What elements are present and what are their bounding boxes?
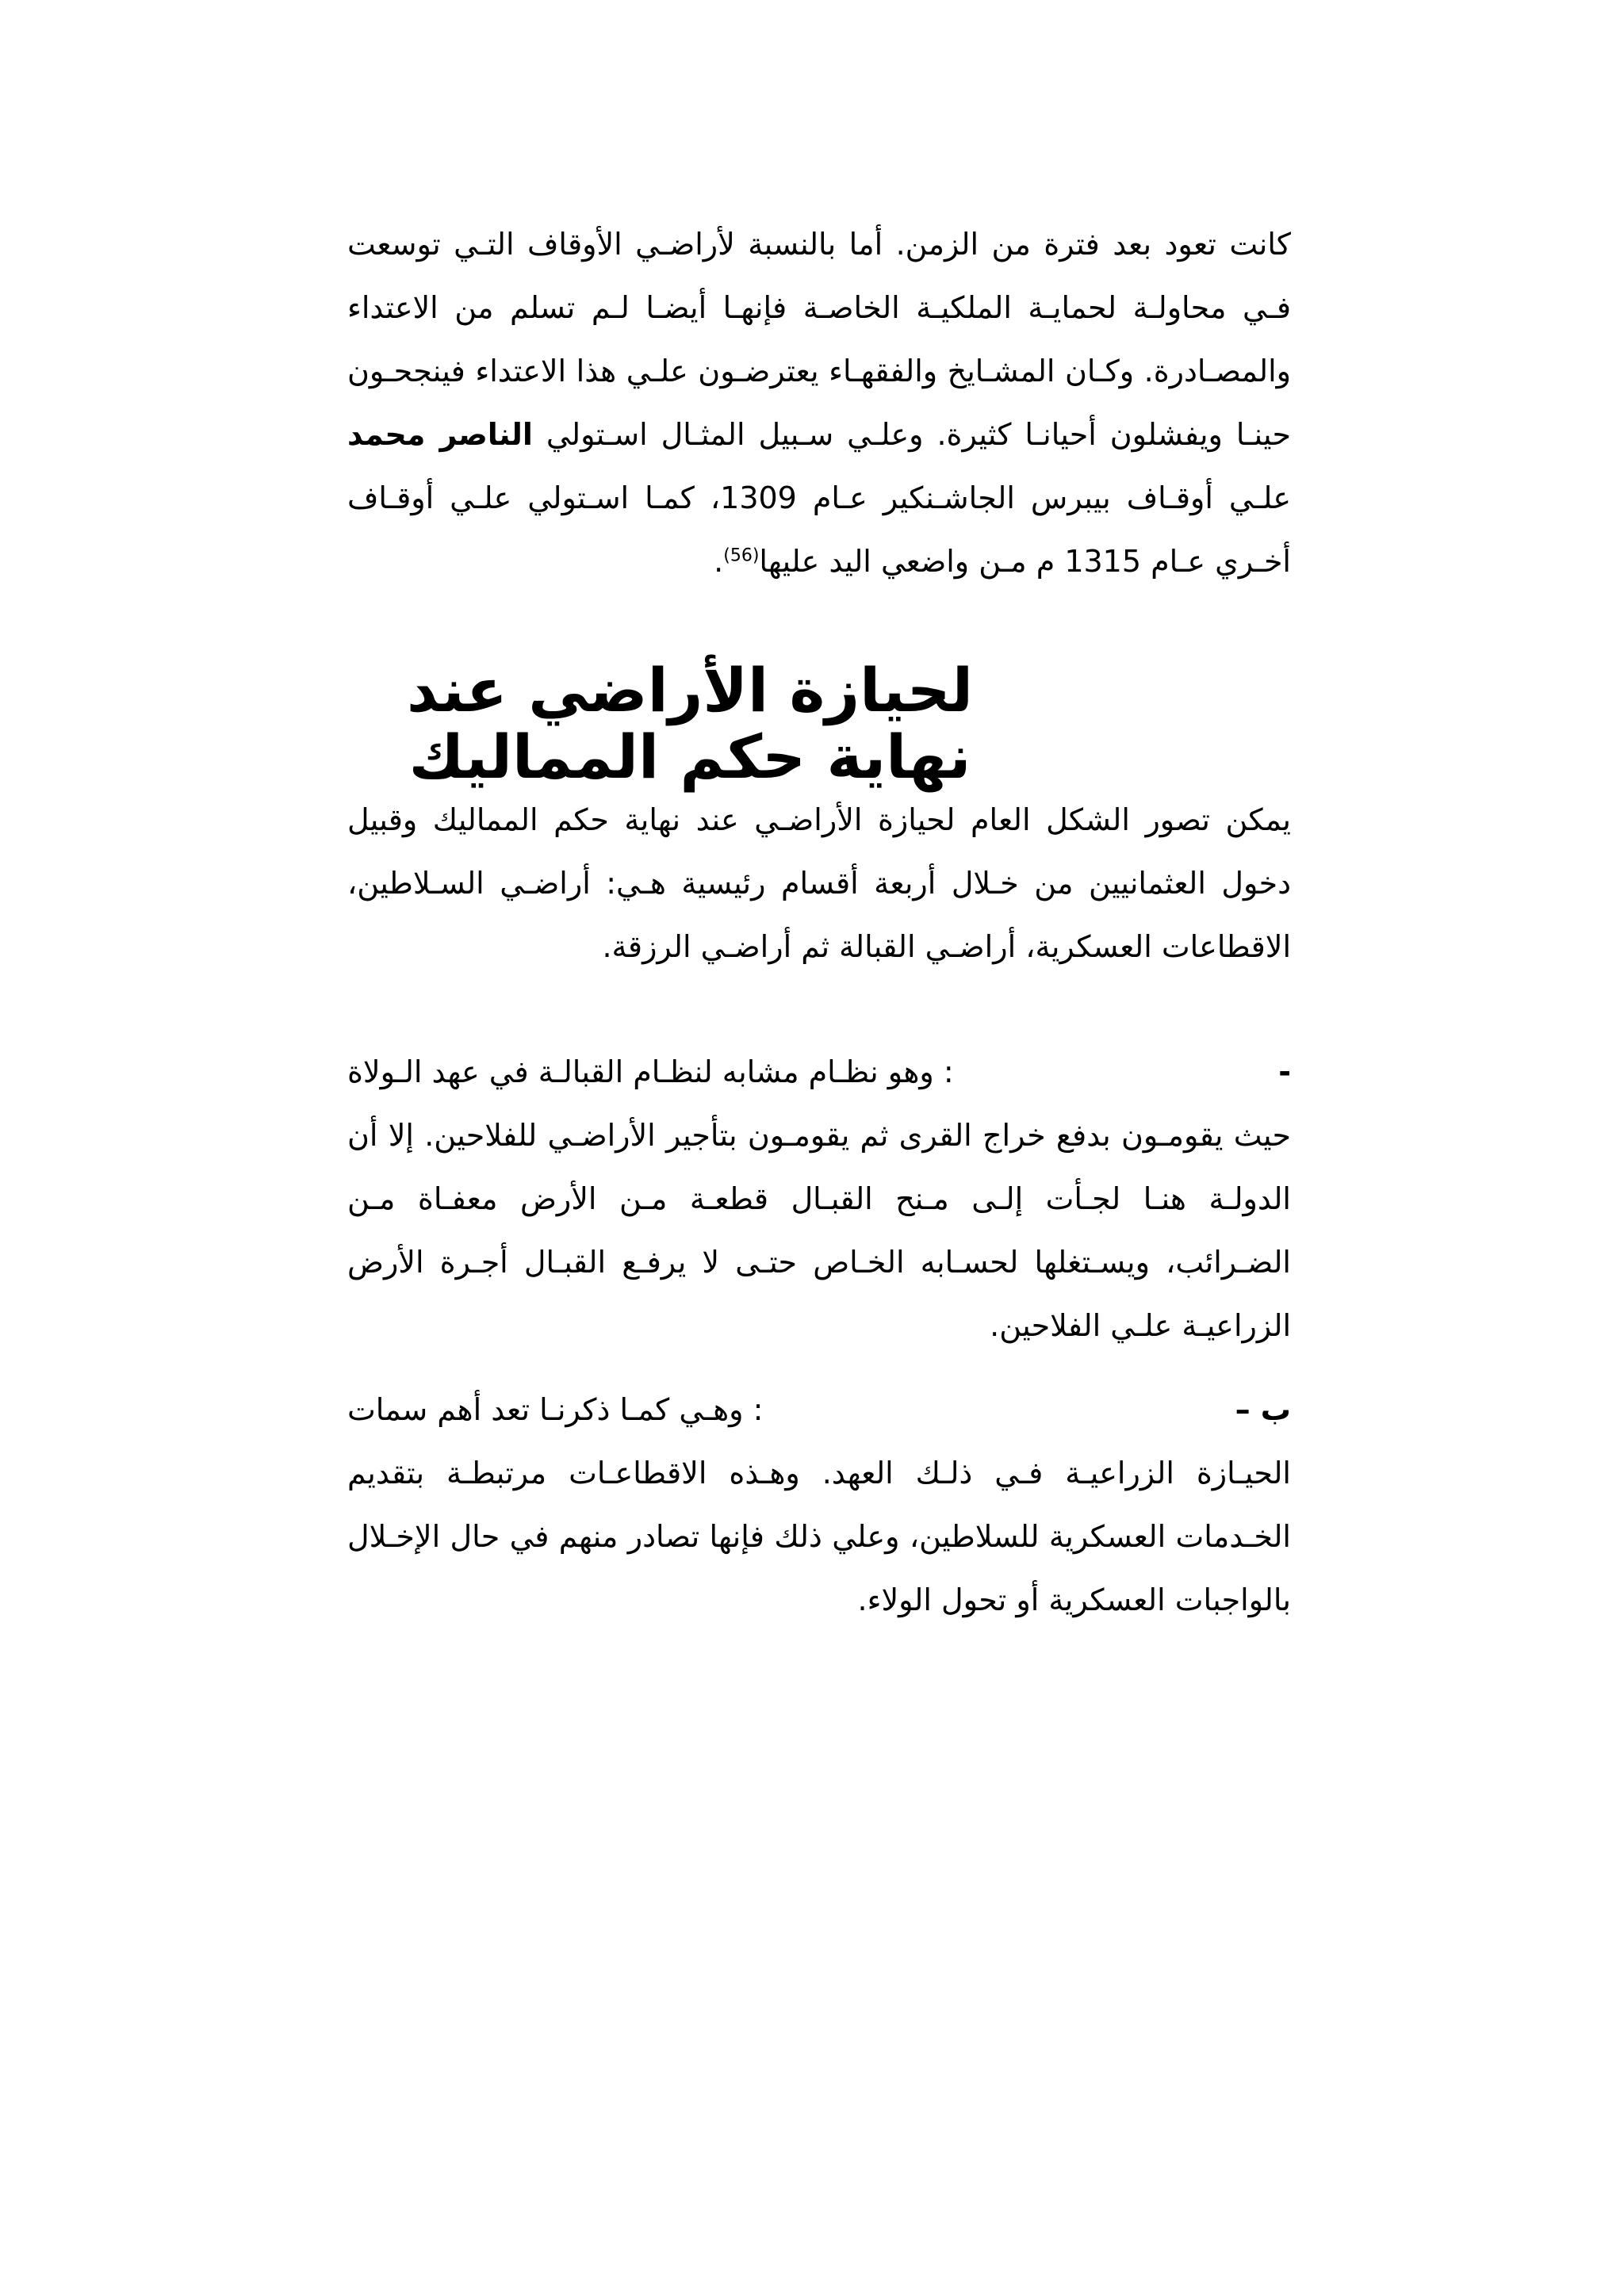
paragraph-text: علـي أوقـاف بيبرس الجاشـنكير عـام 1309، كمـا اسـتولي علـي أوقـاف أخـري عـام 1315 م مـن واضعي اليد عليها bbox=[347, 480, 1291, 579]
footnote-reference: (56) bbox=[723, 545, 760, 566]
item-b-first-line bbox=[347, 1378, 1291, 1441]
section-heading-line-1: لحيازة الأراضي عند bbox=[406, 655, 974, 725]
item-a-body: حيث يقومـون بدفع خراج القرى ثم يقومـون بتأجير الأراضـي للفلاحين. إلا أن الدولـة هنـا لجـأت إلـى مـنح القبـال قطعـة مـن الأرض معفـاة مـن الضـرائب، ويسـتغلها لحسـابه الخـاص حتـى لا يرفـع القبـال أجـرة الأرض الزراعيـة علـي الفلاحين. bbox=[347, 1118, 1291, 1343]
paragraph-land-categories: يمكن تصور الشكل العام لحيازة الأراضـي عند نهاية حكم المماليك وقبيل دخول العثمانيين من خـلال أربعة أقسام رئيسية هـي: أراضـي السـلاطين، الاقطاعات العسكرية، أراضـي القبالة ثم أراضـي الرزقة. bbox=[347, 802, 1291, 964]
item-b-lead-text: : وهـي كمـا ذكرنـا تعد أهم سمات bbox=[347, 1392, 764, 1427]
item-b-marker: ب – bbox=[1235, 1392, 1291, 1427]
item-a-marker: - bbox=[1278, 1054, 1291, 1089]
item-a-first-line bbox=[347, 1040, 1291, 1104]
sentence-end: . bbox=[714, 544, 724, 579]
bold-name: الناصر محمد bbox=[347, 417, 533, 452]
paragraph-text: كانت تعود بعد فترة من الزمن. أما بالنسبة لأراضـي الأوقاف التـي توسعت فـي محاولـة لحمايـة الملكيـة الخاصـة فإنهـا أيضـا لـم تسلم من الاعتداء والمصـادرة. وكـان المشـايخ والفقهـاء يعترضـون علـي هذا الاعتداء فينجحـون حينـا ويفشلون أحيانـا كثيرة. وعلـي سـبيل المثـال اسـتولي bbox=[347, 227, 1291, 452]
item-b-body: الحيـازة الزراعيـة فـي ذلـك العهد. وهـذه الاقطاعـات مرتبطـة بتقديم الخـدمات العسكرية للسلاطين، وعلي ذلك فإنها تصادر منهم في حال الإخـلال بالواجبات العسكرية أو تحول الولاء. bbox=[347, 1456, 1291, 1617]
section-heading-line-2: نهاية حكم المماليك bbox=[408, 721, 971, 792]
item-a-lead-text: : وهو نظـام مشابه لنظـام القبالـة في عهد الـولاة bbox=[347, 1054, 954, 1089]
paragraph-waqf-lands bbox=[347, 212, 1291, 593]
